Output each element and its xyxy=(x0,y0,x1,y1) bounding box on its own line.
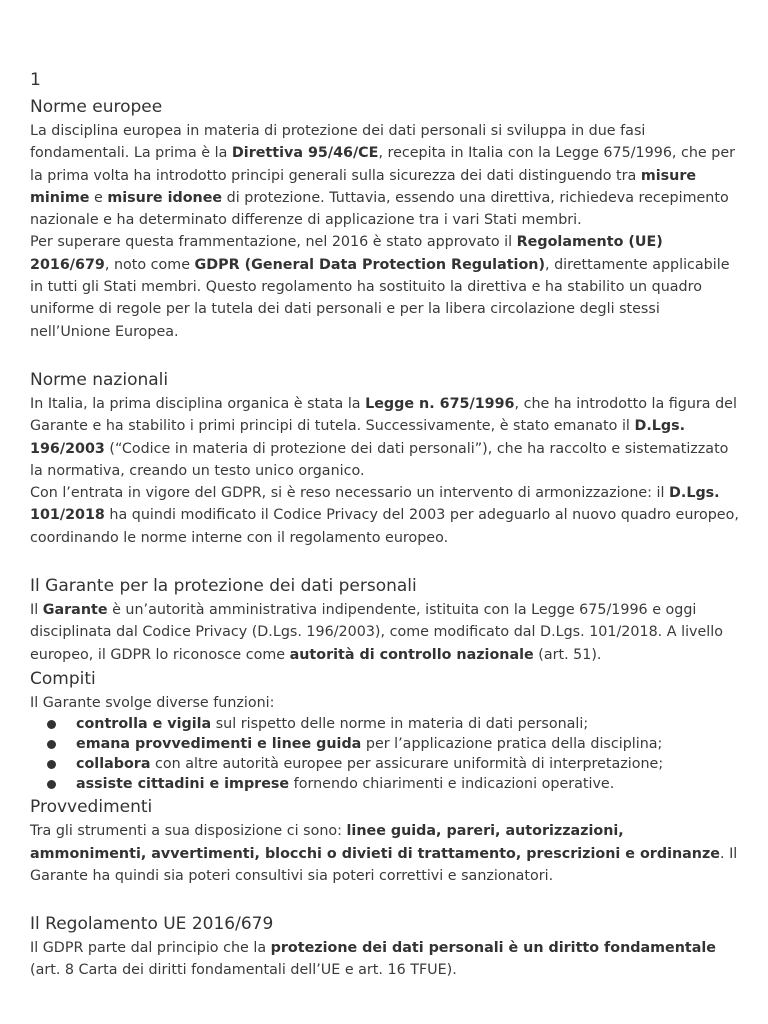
heading-garante: Il Garante per la protezione dei dati personali xyxy=(30,576,417,597)
heading-compiti: Compiti xyxy=(30,668,96,689)
heading-norme-nazionali: Norme nazionali xyxy=(30,369,169,390)
list-item: assiste cittadini e imprese fornendo chiarimenti e indicazioni operative. xyxy=(30,774,742,794)
compiti-list xyxy=(30,714,742,794)
bullet-icon xyxy=(47,780,56,789)
document-body xyxy=(30,94,742,982)
bullet-icon xyxy=(47,740,56,749)
paragraph-compiti-intro: Il Garante svolge diverse funzioni: xyxy=(30,694,275,711)
paragraph-norme-nazionali-1: In Italia, la prima disciplina organica è stata la Legge n. 675/1996, che ha introdotto la figura del Garante e ha stabilito i primi principi di tutela. Successivamente, è stato emanato il D.Lgs. 196/2003 (“Codice in materia di protezione dei dati personali”), che ha raccolto e sistematizzato la normativa, creando un testo unico organico. xyxy=(30,395,737,479)
bullet-icon xyxy=(47,760,56,769)
list-item: collabora con altre autorità europee per assicurare uniformità di interpretazione; xyxy=(30,754,742,774)
heading-regolamento: Il Regolamento UE 2016/679 xyxy=(30,914,274,935)
paragraph-norme-europee-2: Per superare questa frammentazione, nel 2016 è stato approvato il Regolamento (UE) 2016/679, noto come GDPR (General Data Protection Regulation), direttamente applicabile in tutti gli Stati membri. Questo regolamento ha sostituito la direttiva e ha stabilito un quadro uniforme di regole per la tutela dei dati personali e per la libera circolazione degli stessi nell’Unione Europea. xyxy=(30,234,730,340)
paragraph-norme-nazionali-2: Con l’entrata in vigore del GDPR, si è reso necessario un intervento di armonizzazione: il D.Lgs. 101/2018 ha quindi modificato il Codice Privacy del 2003 per adeguarlo al nuovo quadro europeo, coordinando le norme interne con il regolamento europeo. xyxy=(30,485,739,546)
list-item: emana provvedimenti e linee guida per l’applicazione pratica della disciplina; xyxy=(30,734,742,754)
list-item: controlla e vigila sul rispetto delle norme in materia di dati personali; xyxy=(30,714,742,734)
paragraph-provvedimenti: Tra gli strumenti a sua disposizione ci sono: linee guida, pareri, autorizzazioni, ammonimenti, avvertimenti, blocchi o divieti di trattamento, prescrizioni e ordinanze. Il Garante ha quindi sia poteri consultivi sia poteri correttivi e sanzionatori. xyxy=(30,823,738,884)
heading-provvedimenti: Provvedimenti xyxy=(30,797,153,818)
paragraph-garante: Il Garante è un’autorità amministrativa indipendente, istituita con la Legge 675/1996 e oggi disciplinata dal Codice Privacy (D.Lgs. 196/2003), come modificato dal D.Lgs. 101/2018. A livello europeo, il GDPR lo riconosce come autorità di controllo nazionale (art. 51). xyxy=(30,602,723,663)
page-number: 1 xyxy=(30,70,41,90)
heading-norme-europee: Norme europee xyxy=(30,97,163,117)
paragraph-norme-europee-1: La disciplina europea in materia di protezione dei dati personali si sviluppa in due fasi fondamentali. La prima è la Direttiva 95/46/CE, recepita in Italia con la Legge 675/1996, che per la prima volta ha introdotto principi generali sulla sicurezza dei dati distinguendo tra misure minime e misure idonee di protezione. Tuttavia, essendo una direttiva, richiedeva recepimento nazionale e ha determinato differenze di applicazione tra i vari Stati membri. xyxy=(30,123,736,229)
paragraph-regolamento: Il GDPR parte dal principio che la protezione dei dati personali è un diritto fondamentale (art. 8 Carta dei diritti fondamentali dell’UE e art. 16 TFUE). xyxy=(30,940,717,979)
bullet-icon xyxy=(47,720,56,729)
